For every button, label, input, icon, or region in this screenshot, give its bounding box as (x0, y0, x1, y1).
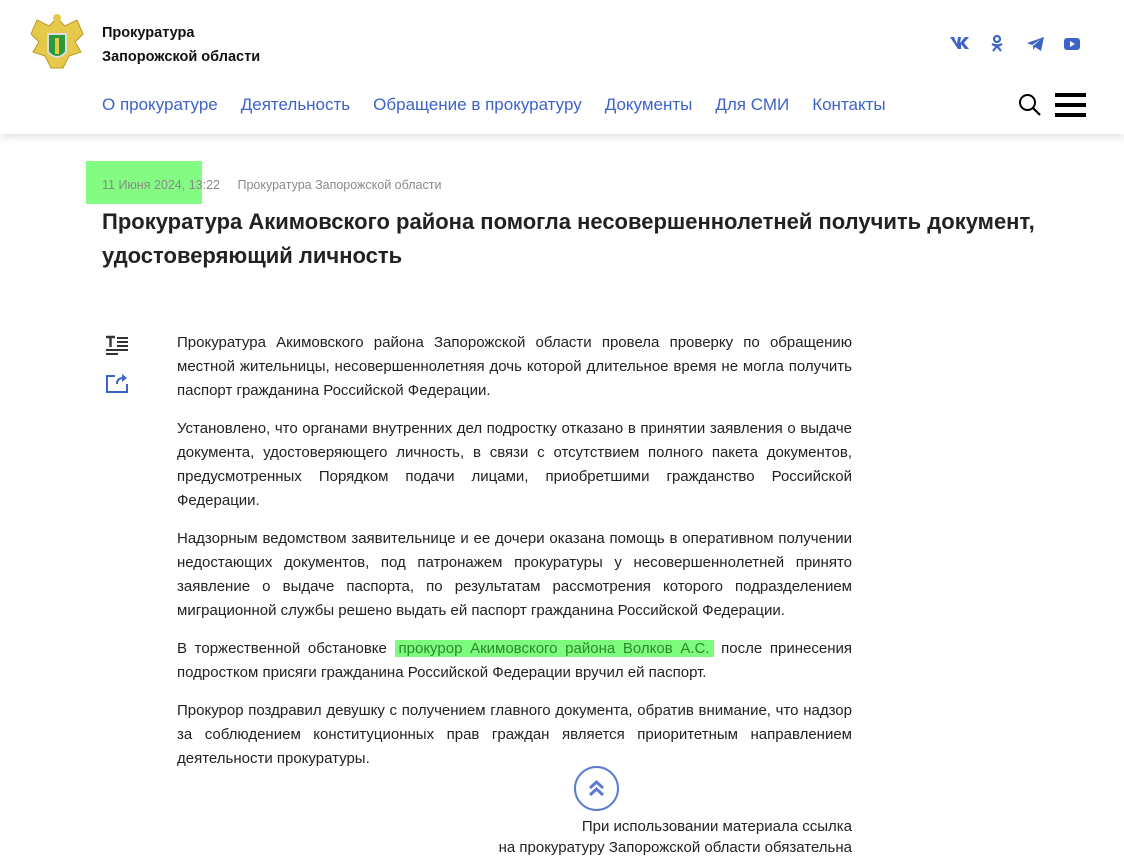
telegram-icon[interactable] (1027, 37, 1044, 51)
article-source: Прокуратура Запорожской области (237, 178, 442, 192)
nav-about[interactable]: О прокуратуре (102, 95, 218, 114)
paragraph: Прокурор поздравил девушку с получением главного документа, обратив внимание, что надзор за соблюдением конституционных прав граждан является приоритетным направлением деятельности прокуратуры. (177, 702, 852, 767)
ok-icon[interactable] (991, 35, 1003, 52)
nav-contacts[interactable]: Контакты (812, 95, 886, 114)
article-tools (105, 335, 129, 394)
nav-appeal[interactable]: Обращение в прокуратуру (373, 95, 582, 114)
paragraph: В торжественной обстановке прокурор Акимовского района Волков А.С. после принесения подростком присяги гражданина Российской Федерации вручил ей паспорт. (177, 640, 852, 681)
scroll-to-top-button[interactable] (574, 766, 619, 811)
paragraph: Установлено, что органами внутренних дел подростку отказано в принятии заявления о выдаче документа, удостоверяющего личность, в связи с отсутствием полного пакета документов, предусмотренных Порядком подачи лицами, приобретшими гражданство Российской Федерации. (177, 420, 852, 509)
article-meta (102, 178, 441, 192)
main-nav (102, 95, 886, 115)
double-chevron-up-icon (576, 768, 617, 809)
youtube-icon[interactable] (1064, 38, 1080, 50)
org-name[interactable]: Прокуратура Запорожской области (102, 25, 261, 65)
text-size-icon[interactable] (105, 335, 129, 357)
site-header (0, 0, 1124, 134)
search-icon[interactable] (1018, 93, 1042, 117)
nav-activity[interactable]: Деятельность (240, 95, 351, 114)
highlighted-text: прокурор Акимовского района Волков А.С. (395, 640, 714, 657)
article-date: 11 Июня 2024, 13:22 (102, 178, 220, 192)
copyright-note: При использовании материала ссылка на прокуратуру Запорожской области обязательна (498, 818, 852, 856)
menu-icon[interactable] (1055, 93, 1086, 117)
paragraph: Надзорным ведомством заявительнице и ее дочери оказана помощь в оперативном получении недостающих документов, под патронажем прокуратуры у несовершеннолетней принято заявление о выдаче паспорта, по результатам рассмотрения которого подразделением миграционной службы решено выдать ей паспорт гражданина Российской Федерации. (177, 530, 852, 619)
emblem-logo[interactable] (27, 12, 87, 74)
paragraph: Прокуратура Акимовского района Запорожской области провела проверку по обращению местной жительницы, несовершеннолетняя дочь которой длительное время не могла получить паспорт гражданина Российской Федерации. (177, 334, 852, 399)
nav-media[interactable]: Для СМИ (715, 95, 790, 114)
nav-documents[interactable]: Документы (604, 95, 693, 114)
article-title: Прокуратура Акимовского района помогла несовершеннолетней получить документ, удостоверяющий личность (102, 209, 1035, 268)
article-body (177, 331, 852, 785)
vk-icon[interactable] (950, 37, 969, 49)
share-icon[interactable] (105, 372, 129, 394)
